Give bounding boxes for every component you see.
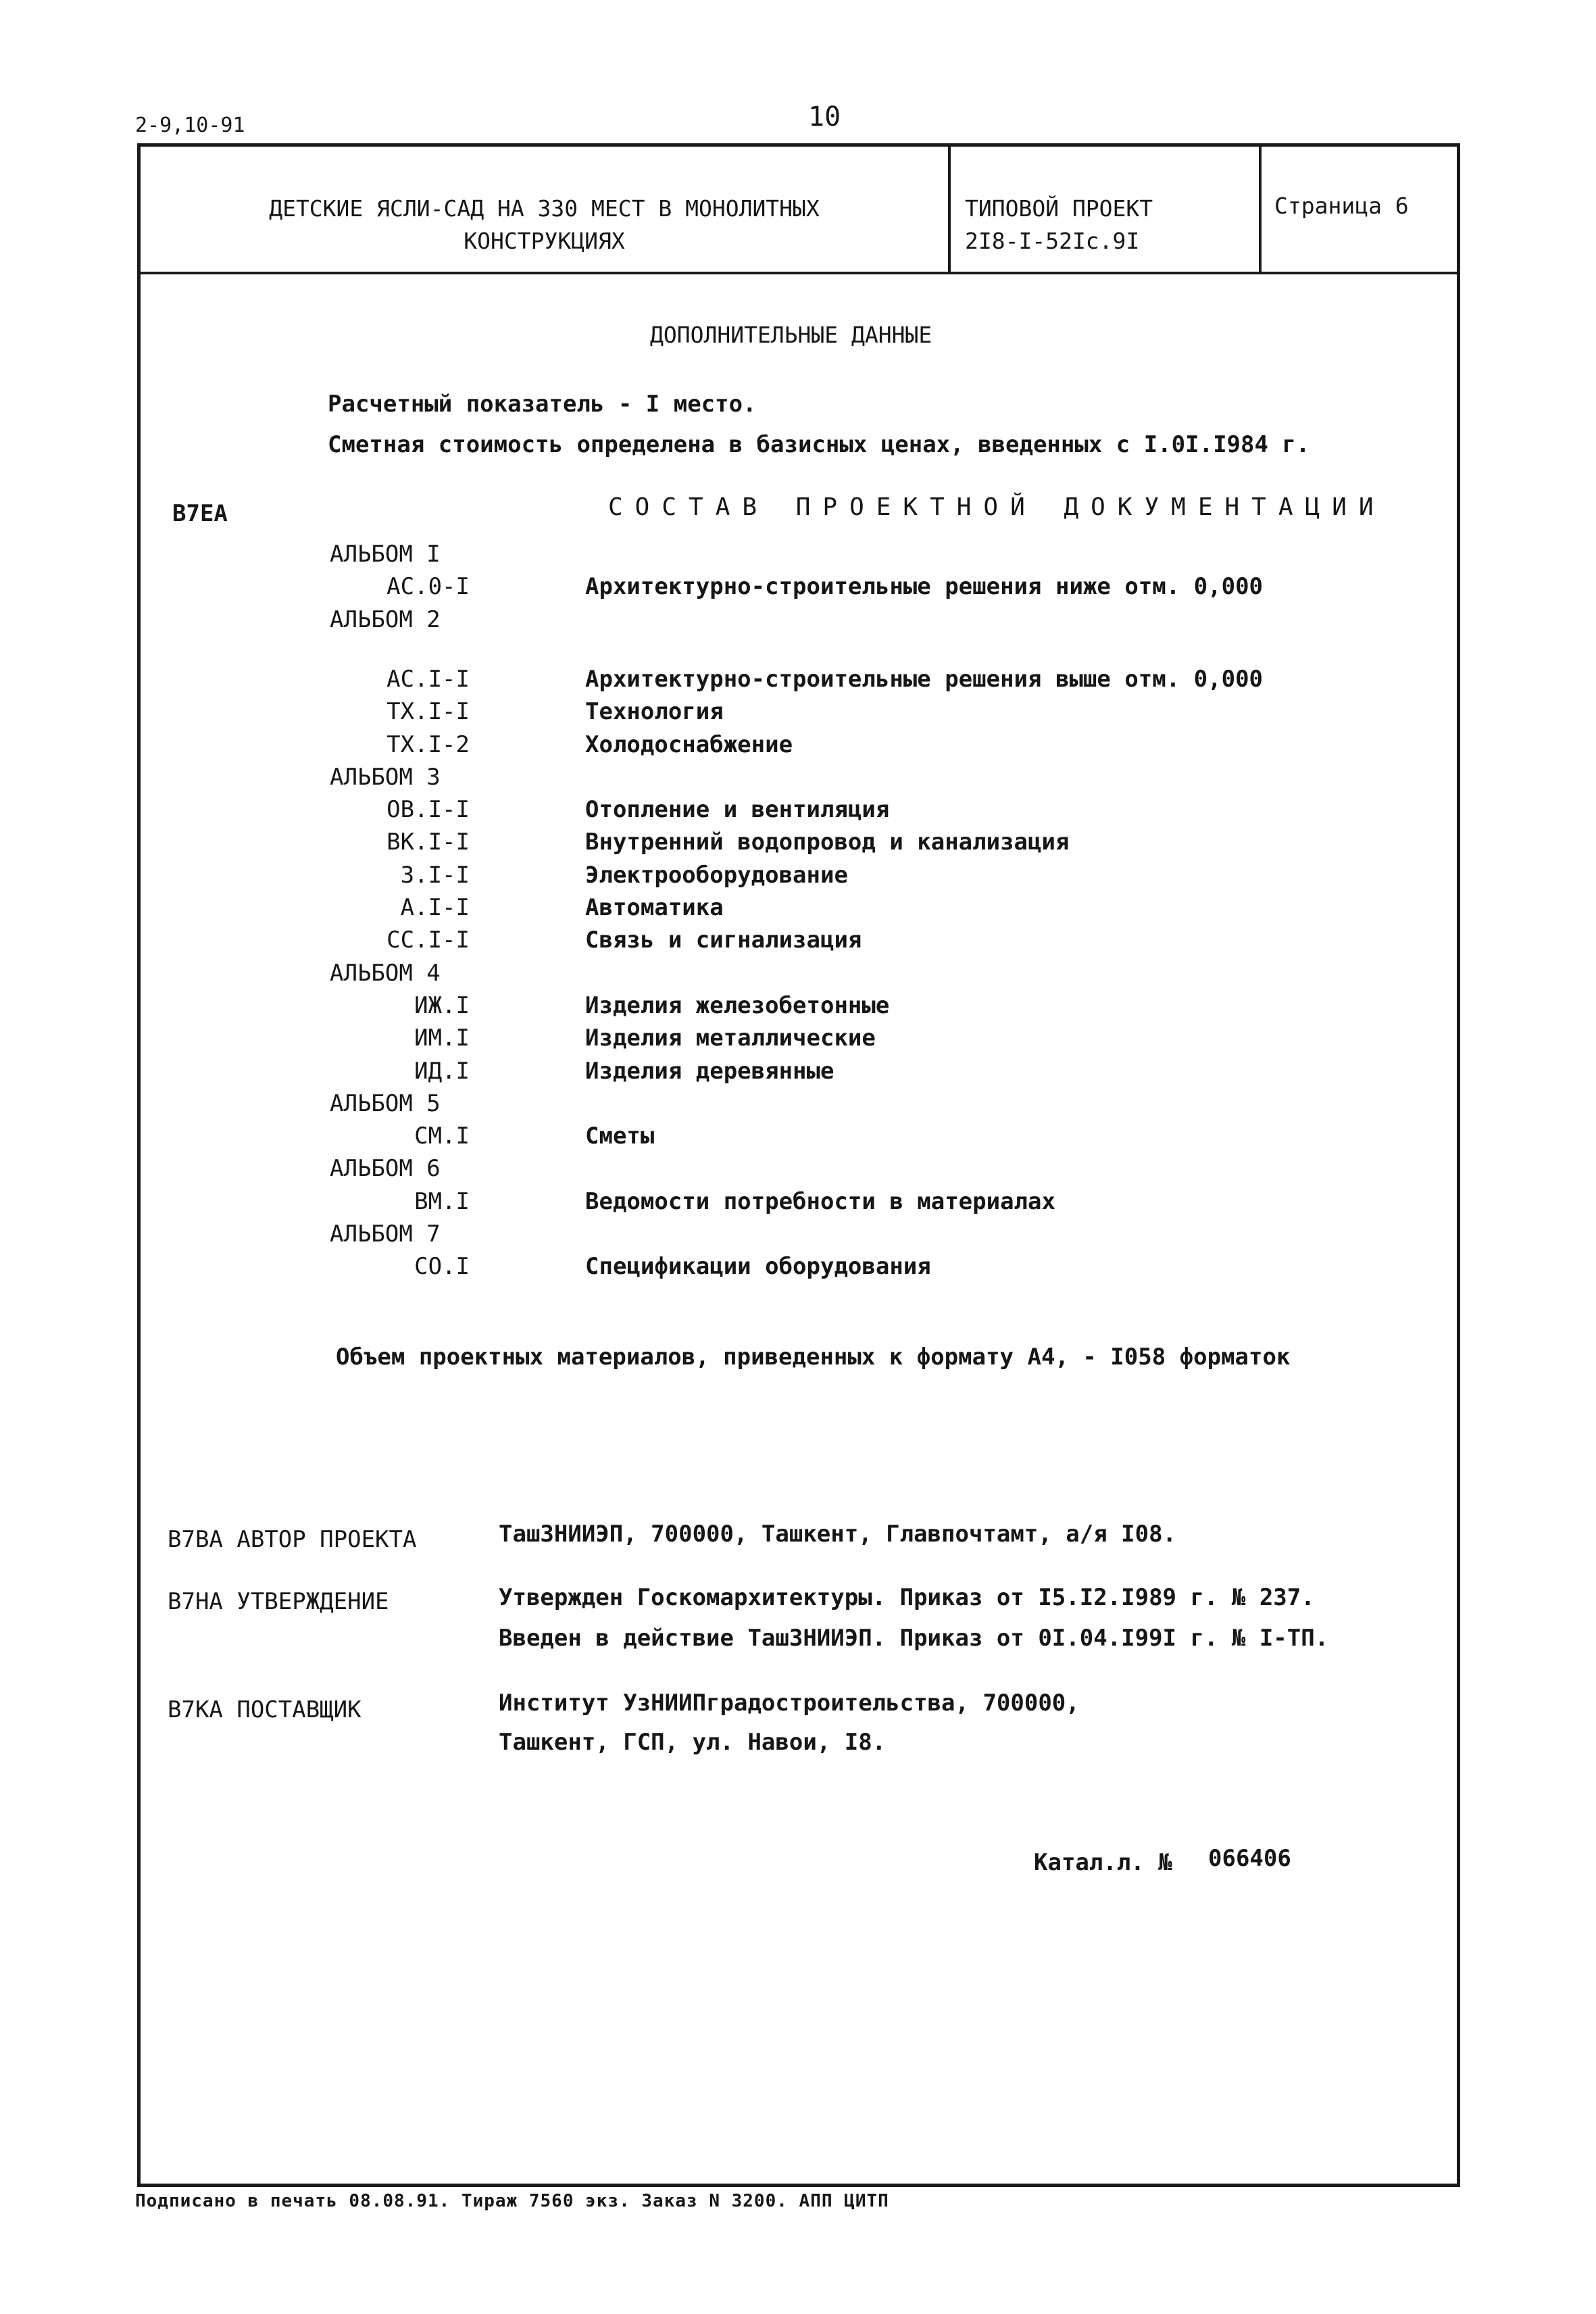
section-code: ИМ.I — [414, 1025, 470, 1052]
supplier-label: В7КА ПОСТАВЩИК — [168, 1696, 361, 1723]
section-code: ИЖ.I — [414, 992, 470, 1019]
approval-line2: Введен в действие ТашЗНИИЭП. Приказ от 0I.04.I99I г. № I-ТП. — [499, 1625, 1329, 1652]
section-description: Ведомости потребности в материалах — [585, 1188, 1055, 1215]
approval-label: В7НА УТВЕРЖДЕНИЕ — [168, 1588, 389, 1615]
print-footer: Подписано в печать 08.08.91. Тираж 7560 экз. Заказ N 3200. АПП ЦИТП — [135, 2191, 889, 2211]
section-description: Отопление и вентиляция — [585, 796, 890, 823]
section-code: ИД.I — [414, 1058, 470, 1085]
estimated-indicator: Расчетный показатель - I место. — [328, 391, 757, 418]
extra-data-title: ДОПОЛНИТЕЛЬНЫЕ ДАННЫЕ — [650, 322, 932, 348]
project-title-line1: ДЕТСКИЕ ЯСЛИ-САД НА 330 МЕСТ В МОНОЛИТНЫХ — [269, 195, 820, 222]
section-code: СО.I — [414, 1253, 470, 1280]
section-code: СМ.I — [414, 1123, 470, 1150]
section-description: Связь и сигнализация — [585, 927, 862, 954]
album-heading: АЛЬБОМ I — [330, 541, 441, 568]
header-col-divider-1 — [948, 147, 951, 273]
volume-line: Объем проектных материалов, приведенных к формату А4, - I058 форматок — [336, 1344, 1291, 1371]
section-description: Архитектурно-строительные решения выше отм. 0,000 — [585, 666, 1264, 693]
composition-title: СОСТАВ ПРОЕКТНОЙ ДОКУМЕНТАЦИИ — [608, 493, 1386, 521]
section-code: ТХ.I-2 — [386, 731, 470, 758]
section-code: З.I-I — [400, 862, 470, 889]
project-type-block — [965, 193, 1153, 257]
album-heading: АЛЬБОМ 5 — [330, 1090, 441, 1117]
section-code: СС.I-I — [386, 927, 470, 954]
page-number: 10 — [808, 101, 841, 132]
album-heading: АЛЬБОМ 3 — [330, 764, 441, 791]
section-description: Холодоснабжение — [585, 731, 793, 758]
section-description: Изделия деревянные — [585, 1058, 834, 1085]
album-heading: АЛЬБОМ 4 — [330, 960, 441, 987]
section-description: Архитектурно-строительные решения ниже отм. 0,000 — [585, 573, 1264, 600]
author-text: ТашЗНИИЭП, 700000, Ташкент, Главпочтамт, а/я I08. — [499, 1521, 1177, 1548]
section-code: ВМ.I — [414, 1188, 470, 1215]
section-description: Изделия металлические — [585, 1025, 876, 1052]
project-title — [141, 193, 948, 257]
section-code: АС.I-I — [386, 666, 470, 693]
album-heading: АЛЬБОМ 7 — [330, 1221, 441, 1248]
section-code: ОВ.I-I — [386, 796, 470, 823]
section-description: Спецификации оборудования — [585, 1253, 931, 1280]
catalog-number: 066406 — [1208, 1845, 1291, 1872]
section-description: Внутренний водопровод и канализация — [585, 829, 1070, 856]
section-description: Сметы — [585, 1123, 655, 1150]
section-description: Технология — [585, 698, 724, 725]
section-description: Автоматика — [585, 894, 724, 921]
section-code: А.I-I — [400, 894, 470, 921]
cost-note: Сметная стоимость определена в базисных ценах, введенных с I.0I.I984 г. — [328, 431, 1310, 458]
catalog-label: Катал.л. № — [1034, 1849, 1172, 1876]
section-code: ТХ.I-I — [386, 698, 470, 725]
composition-code: В7ЕА — [172, 500, 228, 527]
document-code: 2-9,10-91 — [135, 114, 245, 137]
album-heading: АЛЬБОМ 6 — [330, 1155, 441, 1182]
album-heading: АЛЬБОМ 2 — [330, 606, 441, 633]
section-code: ВК.I-I — [386, 829, 470, 856]
project-title-line2: КОНСТРУКЦИЯХ — [464, 228, 625, 254]
author-label: В7ВА АВТОР ПРОЕКТА — [168, 1526, 417, 1553]
section-code: АС.0-I — [386, 573, 470, 600]
page-label: Страница 6 — [1274, 193, 1409, 219]
project-type: ТИПОВОЙ ПРОЕКТ — [965, 195, 1153, 222]
header-col-divider-2 — [1259, 147, 1262, 273]
section-description: Электрооборудование — [585, 862, 848, 889]
project-code: 2I8-I-52Ic.9I — [965, 228, 1140, 254]
section-description: Изделия железобетонные — [585, 992, 890, 1019]
supplier-line2: Ташкент, ГСП, ул. Навои, I8. — [499, 1729, 887, 1756]
approval-line1: Утвержден Госкомархитектуры. Приказ от I5.I2.I989 г. № 237. — [499, 1584, 1315, 1611]
supplier-line1: Институт УзНИИПградостроительства, 700000, — [499, 1690, 1080, 1717]
